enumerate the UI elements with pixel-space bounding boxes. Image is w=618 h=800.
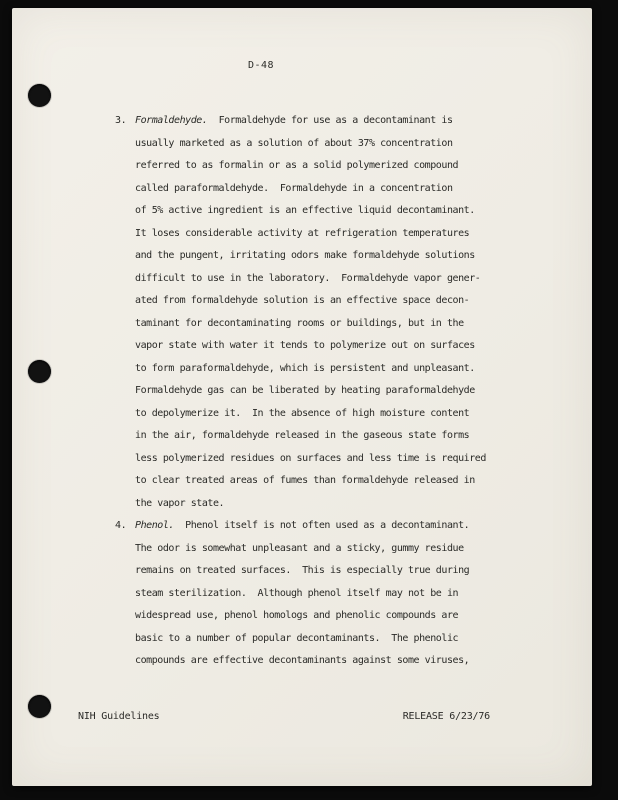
text-line: The odor is somewhat unpleasant and a sticky, gummy residue xyxy=(135,542,464,554)
item-number: 4. xyxy=(115,520,127,531)
text-line: Formaldehyde gas can be liberated by heating paraformaldehyde xyxy=(135,385,475,396)
text-line: vapor state with water it tends to polymerize out on surfaces xyxy=(135,340,475,351)
page-number: D-48 xyxy=(248,60,275,71)
text-line: compounds are effective decontaminants against some viruses, xyxy=(135,655,470,666)
text-line: to depolymerize it. In the absence of high moisture content xyxy=(135,407,470,419)
text-line: referred to as formalin or as a solid polymerized compound xyxy=(135,160,459,171)
text-line: taminant for decontaminating rooms or buildings, but in the xyxy=(135,317,464,329)
text-line: basic to a number of popular decontaminants. The phenolic xyxy=(135,632,459,644)
page-footer xyxy=(78,711,490,722)
document-page xyxy=(12,8,592,786)
footer-release-date: RELEASE 6/23/76 xyxy=(402,711,490,722)
text-line: Phenol. Phenol itself is not often used as a decontaminant. xyxy=(135,520,470,531)
document-body xyxy=(115,110,535,673)
text-line: difficult to use in the laboratory. Formaldehyde vapor gener- xyxy=(135,272,481,284)
text-line: to form paraformaldehyde, which is persistent and unpleasant. xyxy=(135,362,475,374)
footer-guidelines-label: NIH Guidelines xyxy=(78,711,160,722)
text-line: less polymerized residues on surfaces and less time is required xyxy=(135,452,486,464)
text-line: It loses considerable activity at refrigeration temperatures xyxy=(135,227,470,239)
text-line: of 5% active ingredient is an effective liquid decontaminant. xyxy=(135,205,475,216)
text-line: to clear treated areas of fumes than formaldehyde released in xyxy=(135,475,475,486)
text-line: ated from formaldehyde solution is an effective space decon- xyxy=(135,295,470,306)
list-item xyxy=(115,515,535,673)
text-line: remains on treated surfaces. This is especially true during xyxy=(135,565,470,576)
text-line: widespread use, phenol homologs and phenolic compounds are xyxy=(135,610,459,621)
item-term: Formaldehyde. xyxy=(135,115,208,126)
text-line: in the air, formaldehyde released in the gaseous state forms xyxy=(135,430,470,441)
punch-hole-middle xyxy=(28,360,51,383)
item-content xyxy=(135,110,535,515)
list-item xyxy=(115,110,535,515)
text-line: steam sterilization. Although phenol itself may not be in xyxy=(135,587,459,599)
text-line: and the pungent, irritating odors make formaldehyde solutions xyxy=(135,250,475,261)
text-line: called paraformaldehyde. Formaldehyde in a concentration xyxy=(135,182,453,194)
item-number: 3. xyxy=(115,115,127,126)
text-line: Formaldehyde. Formaldehyde for use as a decontaminant is xyxy=(135,115,453,126)
item-content xyxy=(135,515,535,673)
punch-hole-bottom xyxy=(28,695,51,718)
item-term: Phenol. xyxy=(135,520,174,531)
text-line: usually marketed as a solution of about 37% concentration xyxy=(135,137,453,149)
text-line: the vapor state. xyxy=(135,497,225,509)
punch-hole-top xyxy=(28,84,51,107)
